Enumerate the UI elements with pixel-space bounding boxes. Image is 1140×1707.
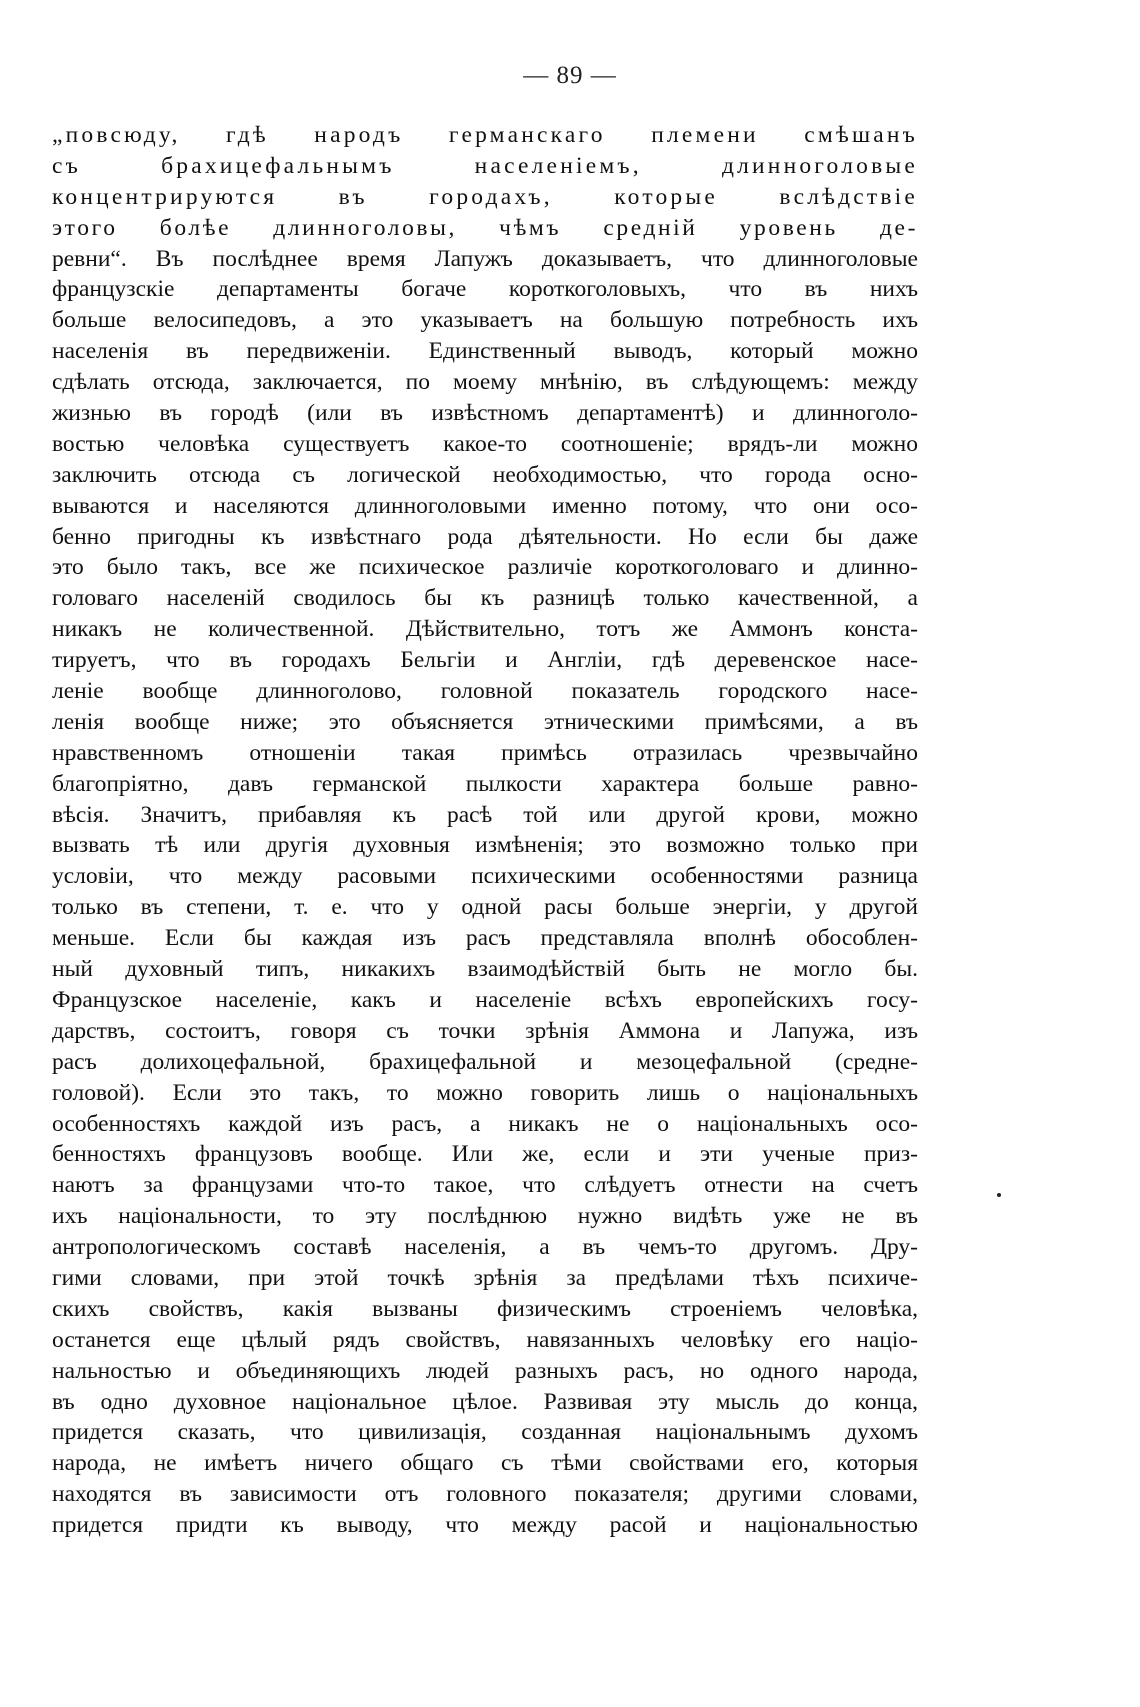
- text-line: вѣсія. Значитъ, прибавляя къ расѣ той или другой крови, можно: [52, 801, 918, 828]
- text-line: тируетъ, что въ городахъ Бельгіи и Англіи, гдѣ деревенское насе-: [52, 647, 918, 674]
- text-line: сдѣлать отсюда, заключается, по моему мнѣнію, въ слѣдующемъ: между: [52, 369, 918, 396]
- text-line: въ одно духовное національное цѣлое. Развивая эту мысль до конца,: [52, 1388, 918, 1415]
- text-line: условіи, что между расовыми психическими особенностями разница: [52, 863, 918, 890]
- text-line: бенностяхъ французовъ вообще. Или же, если и эти ученые приз-: [52, 1141, 918, 1168]
- text-line: находятся въ зависимости отъ головного показателя; другими словами,: [52, 1481, 918, 1508]
- text-line: заключить отсюда съ логической необходимостью, что города осно-: [52, 461, 918, 488]
- text-line: народа, не имѣетъ ничего общаго съ тѣми свойствами его, которыя: [52, 1450, 918, 1477]
- text-line: ный духовный типъ, никакихъ взаимодѣйствій быть не могло бы.: [52, 956, 918, 983]
- text-line: наютъ за французами что-то такое, что слѣдуетъ отнести на счетъ: [52, 1172, 918, 1199]
- ink-speck: [997, 1193, 1001, 1197]
- text-line: головой). Если это такъ, то можно говорить лишь о національныхъ: [52, 1079, 918, 1106]
- text-line: французскіе департаменты богаче короткоголовыхъ, что въ нихъ: [52, 276, 918, 303]
- text-line: ленія вообще ниже; это объясняется этническими примѣсями, а въ: [52, 708, 918, 735]
- text-line: никакъ не количественной. Дѣйствительно, тотъ же Аммонъ конста-: [52, 616, 918, 643]
- text-line: нальностью и объединяющихъ людей разныхъ расъ, но одного народа,: [52, 1357, 918, 1384]
- page-number: — 89 —: [523, 62, 617, 89]
- text-line: съ брахицефальнымъ населеніемъ, длинноголовые: [52, 152, 918, 179]
- text-line: жизнью въ городѣ (или въ извѣстномъ департаментѣ) и длинноголо-: [52, 400, 918, 427]
- text-line: вываются и населяются длинноголовыми именно потому, что они осо-: [52, 492, 918, 519]
- text-line: Французское населеніе, какъ и населеніе всѣхъ европейскихъ госу-: [52, 986, 918, 1013]
- text-line: гими словами, при этой точкѣ зрѣнія за предѣлами тѣхъ психиче-: [52, 1264, 918, 1291]
- text-line: останется еще цѣлый рядъ свойствъ, навязанныхъ человѣку его націо-: [52, 1326, 918, 1353]
- text-line: больше велосипедовъ, а это указываетъ на большую потребность ихъ: [52, 307, 918, 334]
- text-line: концентрируются въ городахъ, которые вслѣдствіе: [52, 183, 918, 210]
- text-line: скихъ свойствъ, какія вызваны физическимъ строеніемъ человѣка,: [52, 1295, 918, 1322]
- text-line: благопріятно, давъ германской пылкости характера больше равно-: [52, 770, 918, 797]
- text-line: расъ долихоцефальной, брахицефальной и мезоцефальной (средне-: [52, 1048, 918, 1075]
- text-line: востью человѣка существуетъ какое-то соотношеніе; врядъ-ли можно: [52, 430, 918, 457]
- text-line: леніе вообще длинноголово, головной показатель городского насе-: [52, 678, 918, 705]
- text-line: придется сказать, что цивилизація, созданная національнымъ духомъ: [52, 1419, 918, 1446]
- text-line: „повсюду, гдѣ народъ германскаго племени смѣшанъ: [52, 122, 918, 148]
- text-line: головаго населеній сводилось бы къ разницѣ только качественной, а: [52, 585, 918, 612]
- text-line: придется придти къ выводу, что между расой и національностью: [52, 1512, 918, 1539]
- text-line: вызвать тѣ или другія духовныя измѣненія; это возможно только при: [52, 832, 918, 859]
- text-line: только въ степени, т. е. что у одной расы больше энергіи, у другой: [52, 894, 918, 921]
- text-line: нравственномъ отношеніи такая примѣсь отразилась чрезвычайно: [52, 739, 918, 766]
- text-line: дарствъ, состоитъ, говоря съ точки зрѣнія Аммона и Лапужа, изъ: [52, 1017, 918, 1044]
- text-line: бенно пригодны къ извѣстнаго рода дѣятельности. Но если бы даже: [52, 523, 918, 550]
- text-line: населенія въ передвиженіи. Единственный выводъ, который можно: [52, 338, 918, 365]
- text-line: меньше. Если бы каждая изъ расъ представляла вполнѣ обособлен-: [52, 925, 918, 952]
- text-line: антропологическомъ составѣ населенія, а въ чемъ-то другомъ. Дру-: [52, 1234, 918, 1261]
- body-text: [52, 120, 918, 1541]
- text-line: ревни“. Въ послѣднее время Лапужъ доказываетъ, что длинноголовые: [52, 245, 918, 272]
- text-line: ихъ національности, то эту послѣднюю нужно видѣть уже не въ: [52, 1203, 918, 1230]
- text-line: это было такъ, все же психическое различіе короткоголоваго и длинно-: [52, 554, 918, 581]
- text-line: этого болѣе длинноголовы, чѣмъ средній уровень де-: [52, 214, 918, 241]
- text-line: особенностяхъ каждой изъ расъ, а никакъ не о національныхъ осо-: [52, 1110, 918, 1137]
